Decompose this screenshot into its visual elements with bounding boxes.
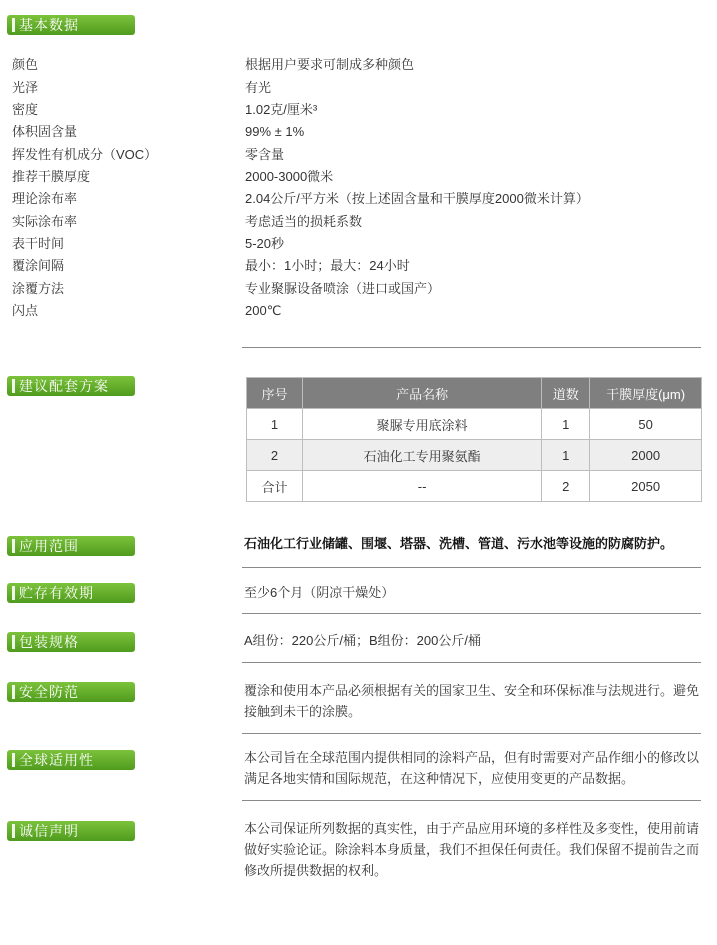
basic-value: 5-20秒 [245,236,285,251]
table-row [247,409,702,440]
basic-value: 根据用户要求可制成多种颜色 [245,57,415,72]
basic-value: 200℃ [245,303,282,318]
safety-text: 覆涂和使用本产品必须根据有关的国家卫生、安全和环保标准与法规进行。避免接触到未干的涂膜。 [244,683,700,719]
packaging-text: A组份：220公斤/桶；B组份：200公斤/桶 [244,633,481,648]
header-cell: 产品名称 [302,378,541,409]
divider [242,800,701,801]
table-cell: -- [302,471,541,502]
header-cell: 道数 [542,378,590,409]
section-tag-integrity: 诚信声明 [7,821,135,841]
scheme-table [246,377,702,502]
section-tag-packaging: 包装规格 [7,632,135,652]
basic-label: 闪点 [12,303,39,318]
basic-value: 考虑适当的损耗系数 [245,214,363,229]
basic-value: 99% ± 1% [245,124,305,139]
header-cell: 干膜厚度(μm) [590,378,702,409]
table-row [247,440,702,471]
global-text: 本公司旨在全球范围内提供相同的涂料产品，但有时需要对产品作细小的修改以满足各地实情和国际规范，在这种情况下，应使用变更的产品数据。 [244,750,700,786]
basic-label: 推荐干膜厚度 [12,169,91,184]
table-cell: 2 [542,471,590,502]
basic-label: 密度 [12,102,39,117]
divider [242,347,701,348]
basic-value: 有光 [245,80,272,95]
application-text: 石油化工行业储罐、围堰、塔器、洗槽、管道、污水池等设施的防腐防护。 [244,536,674,551]
basic-label: 覆涂间隔 [12,258,65,273]
table-cell: 1 [247,409,303,440]
shelf-life-text: 至少6个月（阴凉干燥处） [244,585,395,600]
table-header-row [247,378,702,409]
divider [242,567,701,568]
divider [242,733,701,734]
basic-label: 实际涂布率 [12,214,78,229]
table-row [247,471,702,502]
section-tag-scheme: 建议配套方案 [7,376,135,396]
table-cell: 1 [542,409,590,440]
integrity-text: 本公司保证所列数据的真实性，由于产品应用环境的多样性及多变性，使用前请做好实验论证。除涂料本身质量，我们不担保任何责任。我们保留不提前告之而修改所提供数据的权利。 [244,821,700,878]
basic-label: 理论涂布率 [12,191,78,206]
table-cell: 2000 [590,440,702,471]
basic-label: 挥发性有机成分（VOC） [12,147,158,162]
basic-label: 颜色 [12,57,39,72]
table-cell: 合计 [247,471,303,502]
table-cell: 石油化工专用聚氨酯 [302,440,541,471]
section-tag-shelf-life: 贮存有效期 [7,583,135,603]
basic-value: 最小：1小时；最大：24小时 [245,258,410,273]
basic-value: 专业聚脲设备喷涂（进口或国产） [245,281,441,296]
basic-value: 2.04公斤/平方米（按上述固含量和干膜厚度2000微米计算） [245,191,589,206]
basic-label: 表干时间 [12,236,65,251]
divider [242,662,701,663]
table-cell: 2050 [590,471,702,502]
basic-label: 光泽 [12,80,39,95]
section-tag-application: 应用范围 [7,536,135,556]
table-cell: 聚脲专用底涂料 [302,409,541,440]
table-cell: 1 [542,440,590,471]
basic-label: 涂覆方法 [12,281,65,296]
divider [242,613,701,614]
header-cell: 序号 [247,378,303,409]
section-tag-basic: 基本数据 [7,15,135,35]
table-cell: 50 [590,409,702,440]
section-tag-safety: 安全防范 [7,682,135,702]
section-tag-global: 全球适用性 [7,750,135,770]
basic-value: 1.02克/厘米³ [245,102,318,117]
basic-label: 体积固含量 [12,124,78,139]
table-cell: 2 [247,440,303,471]
basic-value: 2000-3000微米 [245,169,334,184]
basic-value: 零含量 [245,147,285,162]
